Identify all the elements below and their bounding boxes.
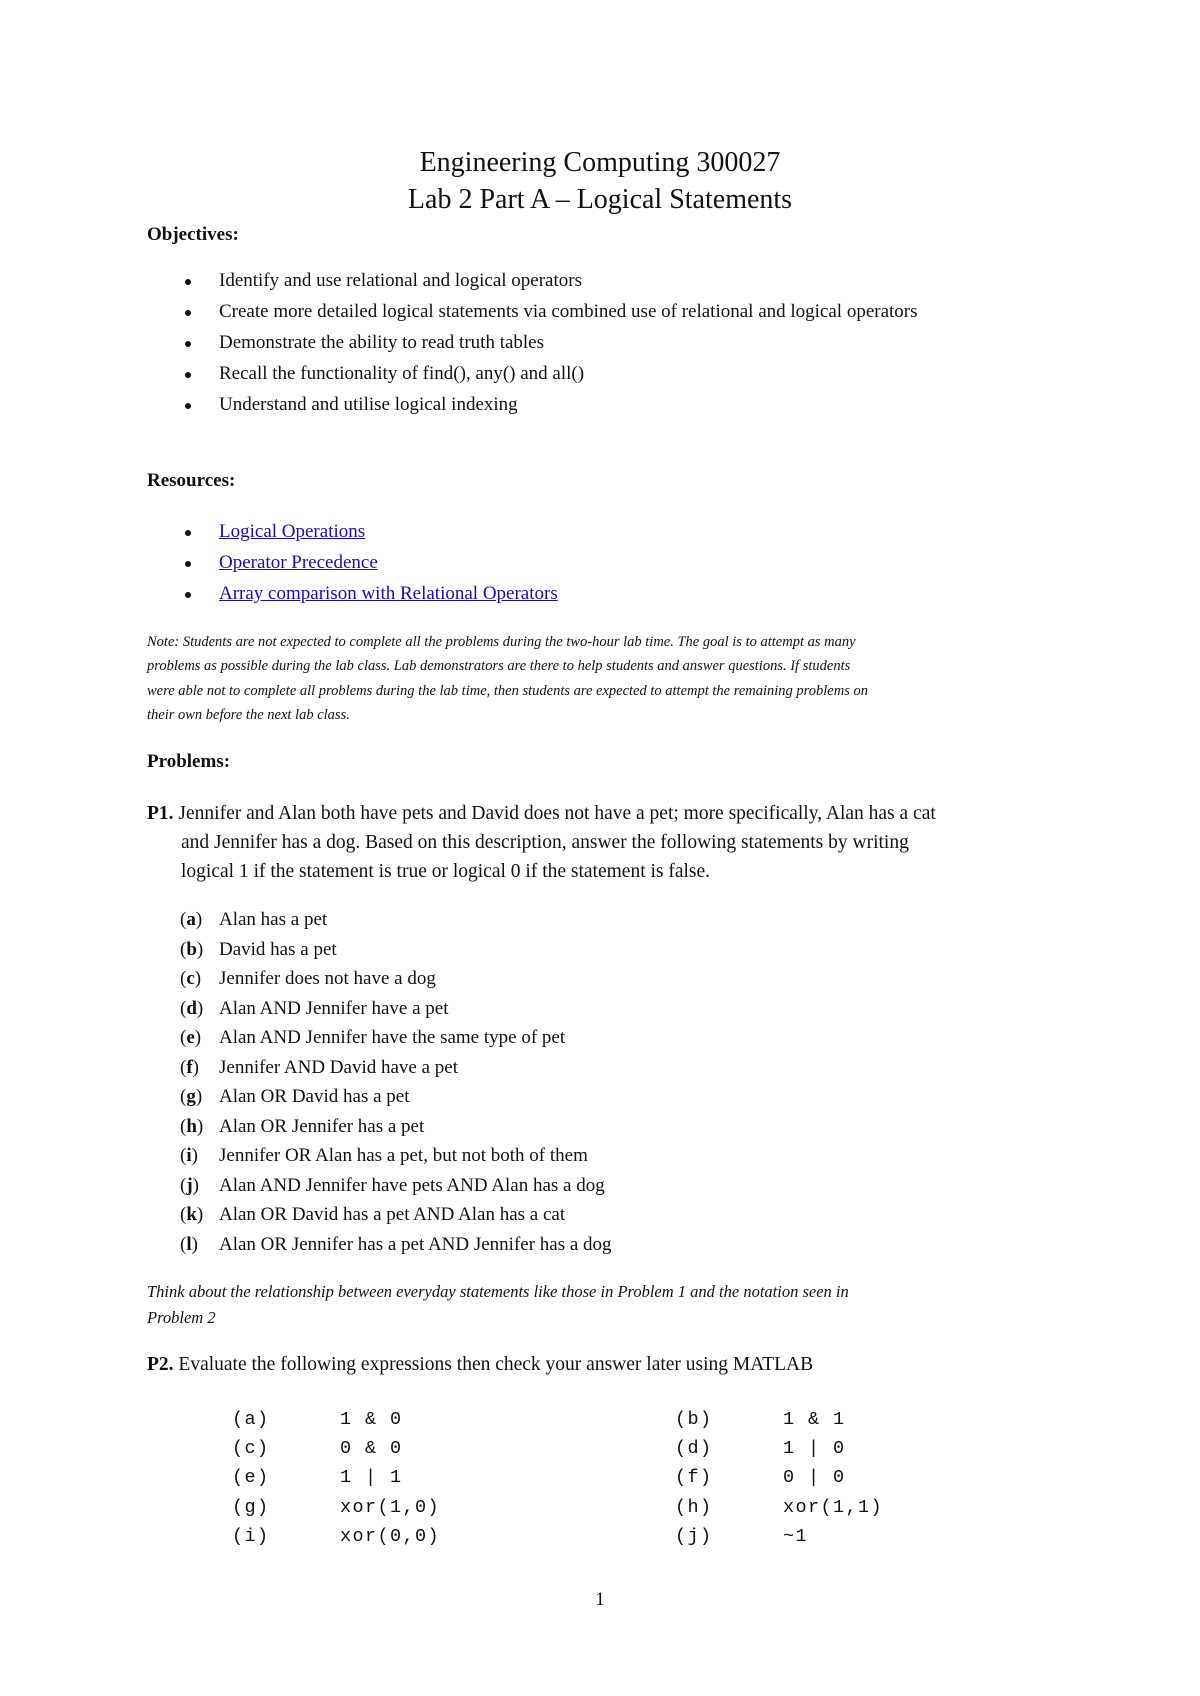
link-logical-operations[interactable]: Logical Operations (219, 521, 366, 542)
expr-value: 0 & 0 (340, 1438, 403, 1459)
statement-item: (i) Jennifer OR Alan has a pet, but not both of them (180, 1145, 588, 1166)
objective-item: Identify and use relational and logical operators (147, 270, 918, 301)
problem-2 (147, 1354, 813, 1376)
expr-label: (j) (675, 1526, 713, 1547)
expr-label: (e) (232, 1467, 270, 1488)
problem-2-text: Evaluate the following expressions then check your answer later using MATLAB (178, 1354, 814, 1375)
expr-value: xor(0,0) (340, 1526, 441, 1547)
problem-1-line: logical 1 if the statement is true or logical 0 if the statement is false. (181, 861, 711, 882)
link-operator-precedence[interactable]: Operator Precedence (219, 552, 378, 573)
statement-item: (a) Alan has a pet (180, 909, 328, 930)
problem-2-label: P2. (147, 1354, 174, 1375)
objectives-heading: Objectives: (147, 224, 239, 245)
expr-label: (a) (232, 1409, 270, 1430)
statement-item: (g) Alan OR David has a pet (180, 1086, 410, 1107)
statement-item: (j) Alan AND Jennifer have pets AND Alan has a dog (180, 1174, 605, 1196)
resources-heading: Resources: (147, 470, 236, 491)
statement-item: (c) Jennifer does not have a dog (180, 968, 436, 989)
expr-label: (h) (675, 1497, 713, 1518)
expr-label: (g) (232, 1497, 270, 1518)
expr-value: xor(1,0) (340, 1497, 441, 1518)
expr-label: (d) (675, 1438, 713, 1459)
link-array-comparison[interactable]: Array comparison with Relational Operators (219, 583, 558, 604)
note-paragraph (147, 630, 1057, 727)
statement-item: (h) Alan OR Jennifer has a pet (180, 1115, 425, 1137)
expr-value: 0 | 0 (783, 1467, 846, 1488)
think-note (147, 1279, 1047, 1331)
expr-value: 1 & 1 (783, 1409, 846, 1430)
think-line: Think about the relationship between everyday statements like those in Problem 1 and the notation seen in (147, 1282, 849, 1301)
document-subtitle: Lab 2 Part A – Logical Statements (407, 184, 793, 215)
expr-label: (b) (675, 1409, 713, 1430)
problem-1 (147, 799, 1057, 886)
resources-list (147, 521, 558, 614)
think-line: Problem 2 (147, 1308, 216, 1327)
problem-1-line: P1. Jennifer and Alan both have pets and David does not have a pet; more specifically, Alan has a cat (147, 803, 936, 824)
objective-item: Create more detailed logical statements via combined use of relational and logical operators (147, 301, 918, 332)
problem-1-label: P1. (147, 803, 174, 824)
statement-item: (e) Alan AND Jennifer have the same type of pet (180, 1027, 566, 1048)
expr-value: 1 | 1 (340, 1467, 403, 1488)
expr-value: 1 & 0 (340, 1409, 403, 1430)
resource-item (147, 552, 558, 583)
objective-item: Recall the functionality of find(), any() and all() (147, 363, 918, 394)
resource-item (147, 521, 558, 552)
expr-label: (f) (675, 1467, 713, 1488)
note-line: Note: Students are not expected to complete all the problems during the two-hour lab time. The goal is to attempt as many (147, 634, 856, 650)
expr-value: xor(1,1) (783, 1497, 884, 1518)
objectives-list (147, 270, 918, 425)
objective-item: Understand and utilise logical indexing (147, 394, 918, 425)
note-line: problems as possible during the lab class. Lab demonstrators are there to help students and answer questions. If students (147, 658, 851, 675)
problem-1-line: and Jennifer has a dog. Based on this description, answer the following statements by writing (181, 832, 909, 853)
problem-1-statements (180, 909, 612, 1263)
statement-item: (d) Alan AND Jennifer have a pet (180, 997, 449, 1019)
expr-label: (i) (232, 1526, 270, 1547)
problems-heading: Problems: (147, 751, 231, 772)
note-line: their own before the next lab class. (147, 706, 350, 723)
note-line: were able not to complete all problems during the lab time, then students are expected to attempt the remaining problems on (147, 682, 868, 699)
expr-value: 1 | 0 (783, 1438, 846, 1459)
document-title: Engineering Computing 300027 (419, 147, 781, 178)
page-number: 1 (595, 1589, 605, 1610)
resource-item (147, 583, 558, 614)
expr-value: ~1 (783, 1526, 809, 1547)
statement-item: (k) Alan OR David has a pet AND Alan has a cat (180, 1204, 566, 1225)
statement-item: (b) David has a pet (180, 938, 337, 960)
objective-item: Demonstrate the ability to read truth tables (147, 332, 918, 363)
statement-item: (f) Jennifer AND David have a pet (180, 1056, 459, 1078)
statement-item: (l) Alan OR Jennifer has a pet AND Jennifer has a dog (180, 1233, 612, 1255)
expr-label: (c) (232, 1438, 270, 1459)
